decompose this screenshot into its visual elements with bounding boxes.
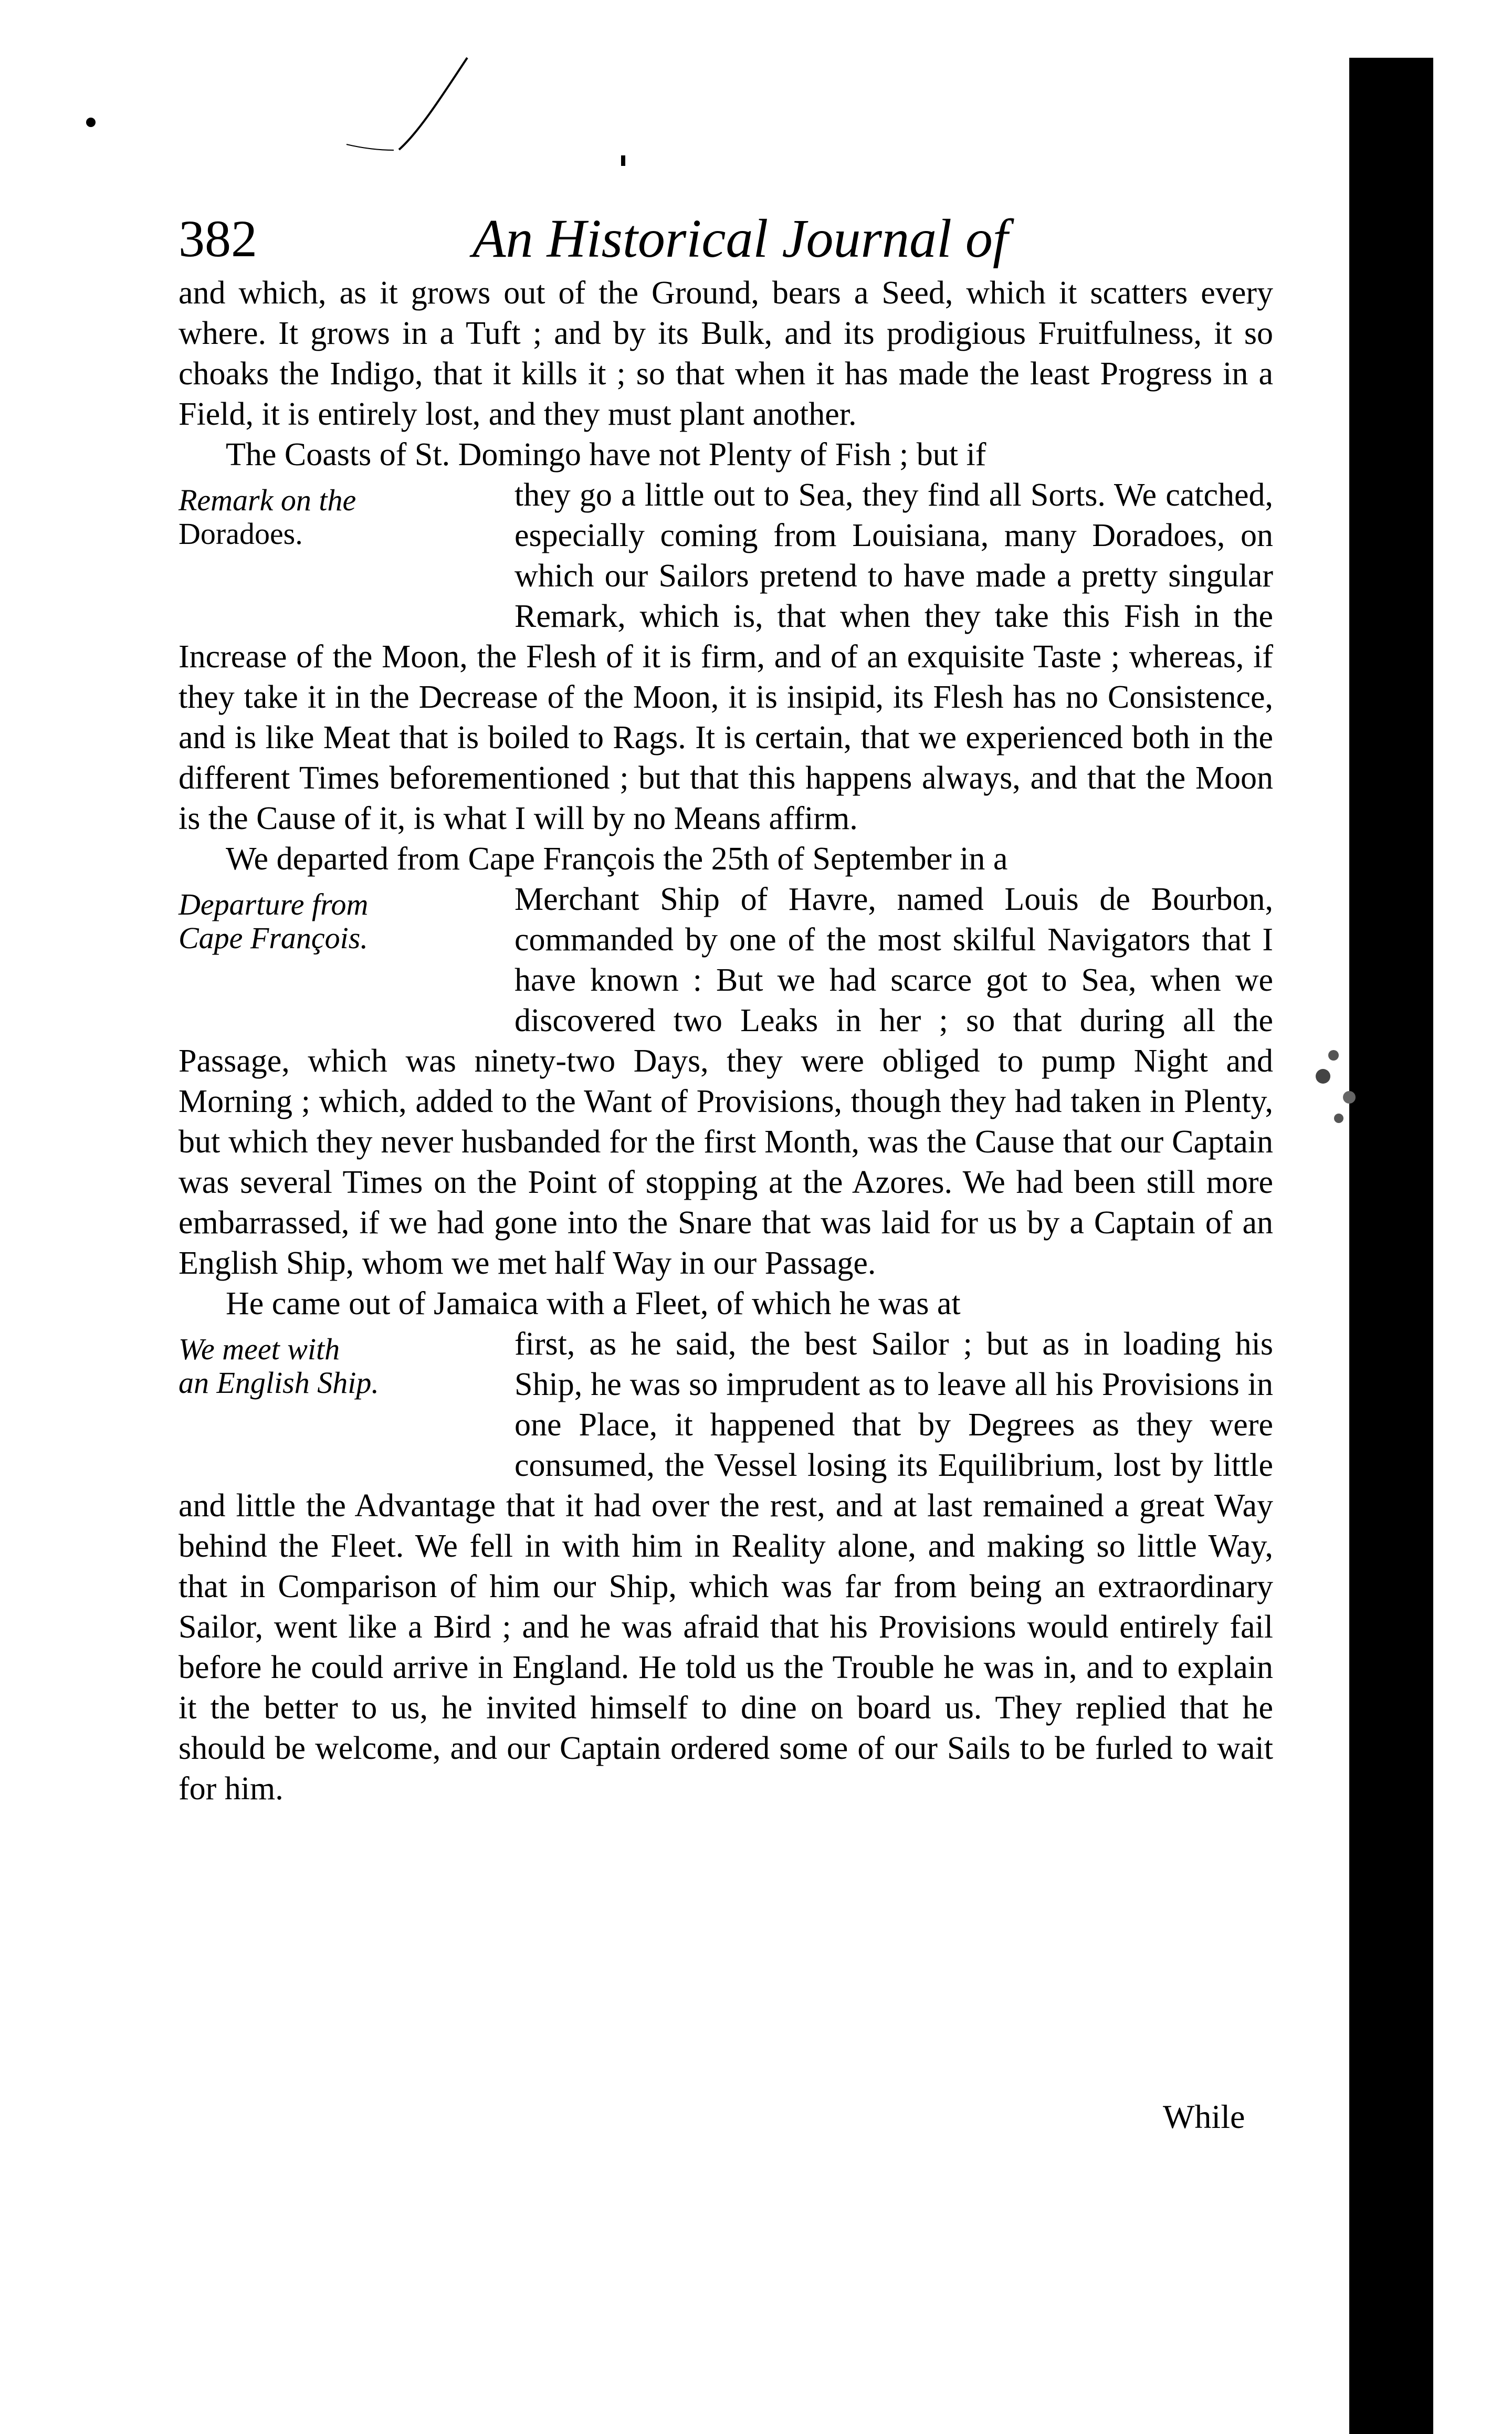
pen-stroke-mark [341, 53, 478, 158]
ink-spot [86, 118, 96, 127]
ink-mark [621, 155, 625, 166]
marginal-note-english-ship [178, 1324, 494, 1454]
paragraph-4-body [178, 1324, 1273, 1809]
paragraph-4-lead: He came out of Jamaica with a Fleet, of which he was at [226, 1286, 961, 1321]
paragraph-2 [178, 435, 1273, 475]
paragraph-2-body [178, 475, 1273, 839]
marginal-note-line: Departure from [178, 887, 369, 921]
paragraph-3 [178, 839, 1273, 879]
paragraph-2-text: they go a little out to Sea, they find all Sorts. We catched, especially coming from Louisiana, many Doradoes, on which our Sailors pretend to have made a pretty singular Remark, which is, that when they take this Fish in the Increase of the Moon, the Flesh of it is firm, and of an exquisite Taste ; whereas, if they take it in the Decrease of the Moon, it is insipid, its Flesh has no Consistence, and is like Meat that is boiled to Rags. It is certain, that we experienced both in the different Times beforementioned ; but that this happens always, and that the Moon is the Cause of it, is what I will by no Means affirm. [178, 477, 1273, 836]
body-text [178, 273, 1273, 1809]
paragraph-4 [178, 1284, 1273, 1324]
marginal-note-doradoes [178, 475, 494, 605]
marginal-note-line: Cape François. [178, 921, 368, 955]
paragraph-1 [178, 273, 1273, 435]
marginal-note-line: an English Ship. [178, 1366, 379, 1400]
paragraph-2-lead: The Coasts of St. Domingo have not Plenty of Fish ; but if [226, 437, 986, 473]
scan-edge-shadow [1349, 58, 1433, 2434]
marginal-note-line: Remark on the [178, 483, 356, 517]
scan-smudge [1302, 1034, 1376, 1139]
marginal-note-line: Doradoes. [178, 517, 303, 551]
running-title: An Historical Journal of [472, 208, 1008, 269]
paragraph-1-text: and which, as it grows out of the Ground, bears a Seed, which it scatters every where. It grows in a Tuft ; and by its Bulk, and its prodigious Fruitfulness, it so choaks the Indigo, that it kills it ; so that when it has made the least Progress in a Field, it is entirely lost, and they must plant another. [178, 275, 1273, 432]
paragraph-4-text: first, as he said, the best Sailor ; but as in loading his Ship, he was so imprudent as to leave all his Provisions in one Place, it happened that by Degrees as they were consumed, the Vessel losing its Equilibrium, lost by little and little the Advantage that it had over the rest, and at last remained a great Way behind the Fleet. We fell in with him in Reality alone, and making so little Way, that in Comparison of him our Ship, which was far from being an extraordinary Sailor, went like a Bird ; and he was afraid that his Provisions would entirely fail before he could arrive in England. He told us the Trouble he was in, and to explain it the better to us, he invited himself to dine on board us. They replied that he should be welcome, and our Captain ordered some of our Sails to be furled to wait for him. [178, 1326, 1273, 1807]
paragraph-3-body [178, 879, 1273, 1284]
marginal-note-departure [178, 879, 494, 1009]
paragraph-3-lead: We departed from Cape François the 25th of September in a [226, 841, 1008, 877]
marginal-note-line: We meet with [178, 1332, 340, 1366]
page-number: 382 [178, 209, 257, 268]
catchword: While [1163, 2098, 1245, 2135]
paragraph-3-text: Merchant Ship of Havre, named Louis de Bourbon, commanded by one of the most skilful Navigators that I have known : But we had scarce got to Sea, when we discovered two Leaks in her ; so that during all the Passage, which was ninety-two Days, they were obliged to pump Night and Morning ; which, added to the Want of Provisions, though they had taken in Plenty, but which they never husbanded for the first Month, was the Cause that our Captain was several Times on the Point of stopping at the Azores. We had been still more embarrassed, if we had gone into the Snare that was laid for us by a Captain of an English Ship, whom we met half Way in our Passage. [178, 882, 1273, 1281]
page-header [178, 200, 1312, 278]
